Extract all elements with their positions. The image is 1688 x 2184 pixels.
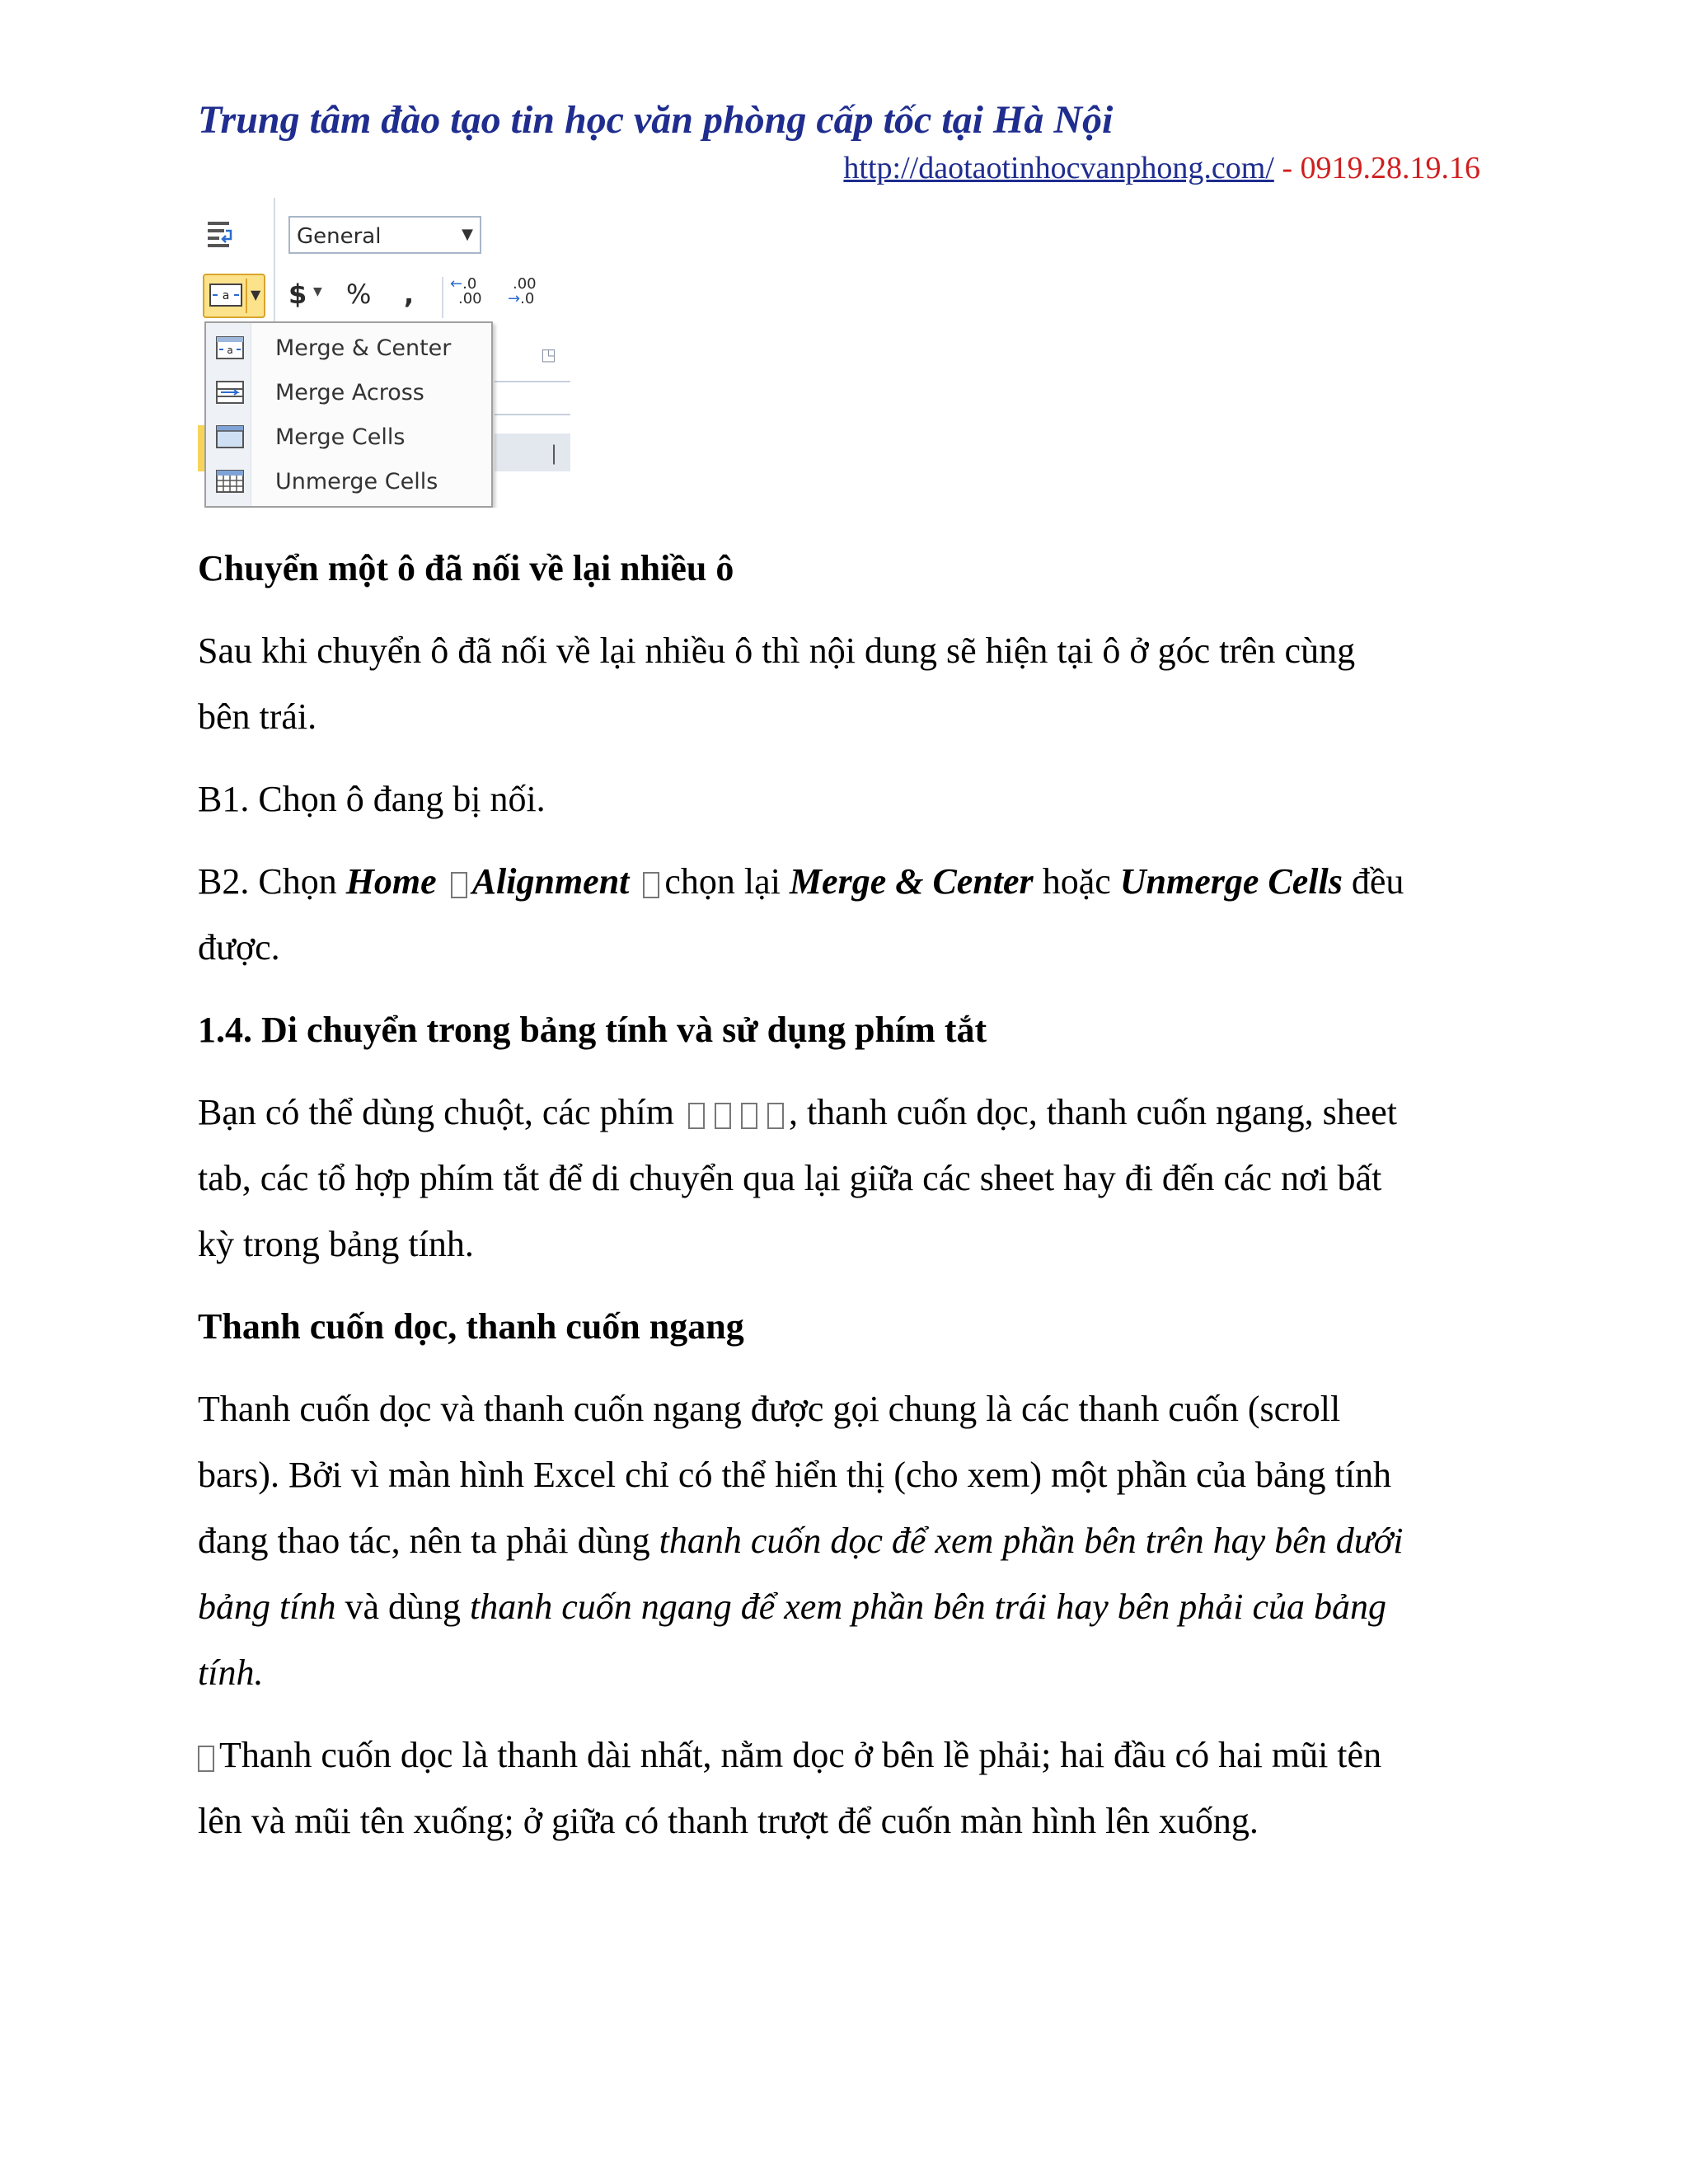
menu-item-merge-across[interactable] xyxy=(206,371,491,415)
menu-item-unmerge-cells[interactable] xyxy=(206,460,491,504)
comma-style-button[interactable]: , xyxy=(404,279,415,310)
menu-item-label: Merge Cells xyxy=(275,424,406,450)
step-b1: B1. Chọn ô đang bị nối. xyxy=(198,779,546,819)
paragraph-line: tính. xyxy=(198,1652,264,1693)
heading-unmerge: Chuyển một ô đã nối về lại nhiều ô xyxy=(198,548,734,588)
header-separator: - xyxy=(1273,151,1301,185)
paragraph-line: Thanh cuốn dọc là thanh dài nhất, nằm dọc ở bên lề phải; hai đầu có hai mũi tên xyxy=(198,1737,1381,1774)
menu-item-label: Merge Across xyxy=(275,380,424,405)
unmerge-cells-icon xyxy=(216,470,244,493)
paragraph-line: lên và mũi tên xuống; ở giữa có thanh trượt để cuốn màn hình lên xuống. xyxy=(198,1801,1259,1841)
missing-glyph-icon xyxy=(451,872,467,898)
merge-center-icon xyxy=(216,336,244,359)
number-format-value: General xyxy=(297,224,382,249)
paragraph-line: đang thao tác, nên ta phải dùng thanh cuốn dọc để xem phần bên trên hay bên dưới xyxy=(198,1521,1404,1561)
menu-item-label: Merge & Center xyxy=(275,335,452,361)
number-format-dropdown[interactable] xyxy=(288,216,481,254)
paragraph-line: Sau khi chuyển ô đã nối về lại nhiều ô thì nội dung sẽ hiện tại ô ở góc trên cùng xyxy=(198,630,1356,671)
paragraph-line: được. xyxy=(198,927,280,968)
paragraph-line: kỳ trong bảng tính. xyxy=(198,1224,474,1264)
menu-item-merge-cells[interactable] xyxy=(206,415,491,460)
currency-button[interactable]: $ xyxy=(288,279,307,310)
paragraph-line: tab, các tổ hợp phím tắt để di chuyển qua lại giữa các sheet hay đi đến các nơi bất xyxy=(198,1158,1382,1198)
decrease-decimal-button[interactable]: .00 →.0 xyxy=(508,275,537,307)
step-b2: B2. Chọn Home Alignment chọn lại Merge & Center hoặc Unmerge Cells đều xyxy=(198,861,1404,902)
section-heading: 1.4. Di chuyển trong bảng tính và sử dụng phím tắt xyxy=(198,1010,987,1050)
merge-dropdown-menu xyxy=(204,321,493,508)
paragraph-line: bên trái. xyxy=(198,696,317,737)
header-url-link[interactable]: http://daotaotinhocvanphong.com/ xyxy=(843,151,1274,185)
chevron-down-icon[interactable]: ▼ xyxy=(313,285,322,298)
dialog-launcher-icon[interactable]: ◳ xyxy=(541,344,556,364)
missing-glyph-icon xyxy=(741,1103,757,1129)
merge-cells-icon xyxy=(216,425,244,448)
header-phone: 0919.28.19.16 xyxy=(1300,151,1480,185)
missing-glyph-icon xyxy=(715,1103,731,1129)
svg-text:a: a xyxy=(227,344,233,356)
menu-item-label: Unmerge Cells xyxy=(275,469,438,494)
merge-center-icon xyxy=(209,284,242,307)
header-title: Trung tâm đào tạo tin học văn phòng cấp tốc tại Hà Nội xyxy=(198,98,1114,142)
merge-center-button[interactable] xyxy=(203,274,265,318)
header-contact xyxy=(843,150,1480,186)
svg-text:a: a xyxy=(222,289,230,302)
missing-glyph-icon xyxy=(643,872,659,898)
paragraph-line: bars). Bởi vì màn hình Excel chỉ có thể hiển thị (cho xem) một phần của bảng tính xyxy=(198,1455,1392,1495)
merge-across-icon xyxy=(216,381,244,404)
missing-glyph-icon xyxy=(688,1103,705,1129)
chevron-down-icon[interactable]: ▼ xyxy=(251,287,261,302)
menu-item-merge-center[interactable] xyxy=(206,326,491,371)
column-header-strip xyxy=(495,434,570,471)
excel-ribbon-screenshot: General ▼ a ▼ $ ▼ % , ←.0 .00 .00 →.0 ◳ | a Merge & Center Merge Across Merge Cells Unmerge Cells xyxy=(198,198,570,508)
increase-decimal-button[interactable]: ←.0 .00 xyxy=(450,275,482,307)
selected-cell-edge xyxy=(198,425,204,471)
paragraph-line: Bạn có thể dùng chuột, các phím , thanh cuốn dọc, thanh cuốn ngang, sheet xyxy=(198,1092,1397,1132)
missing-glyph-icon xyxy=(198,1746,214,1772)
paragraph-line: Thanh cuốn dọc và thanh cuốn ngang được gọi chung là các thanh cuốn (scroll xyxy=(198,1389,1341,1429)
missing-glyph-icon xyxy=(767,1103,784,1129)
chevron-down-icon: ▼ xyxy=(462,226,473,243)
percent-button[interactable]: % xyxy=(346,279,372,310)
heading-scrollbars: Thanh cuốn dọc, thanh cuốn ngang xyxy=(198,1306,744,1347)
paragraph-line: bảng tính và dùng thanh cuốn ngang để xem phần bên trái hay bên phải của bảng xyxy=(198,1586,1387,1627)
wrap-text-icon[interactable] xyxy=(206,219,236,249)
